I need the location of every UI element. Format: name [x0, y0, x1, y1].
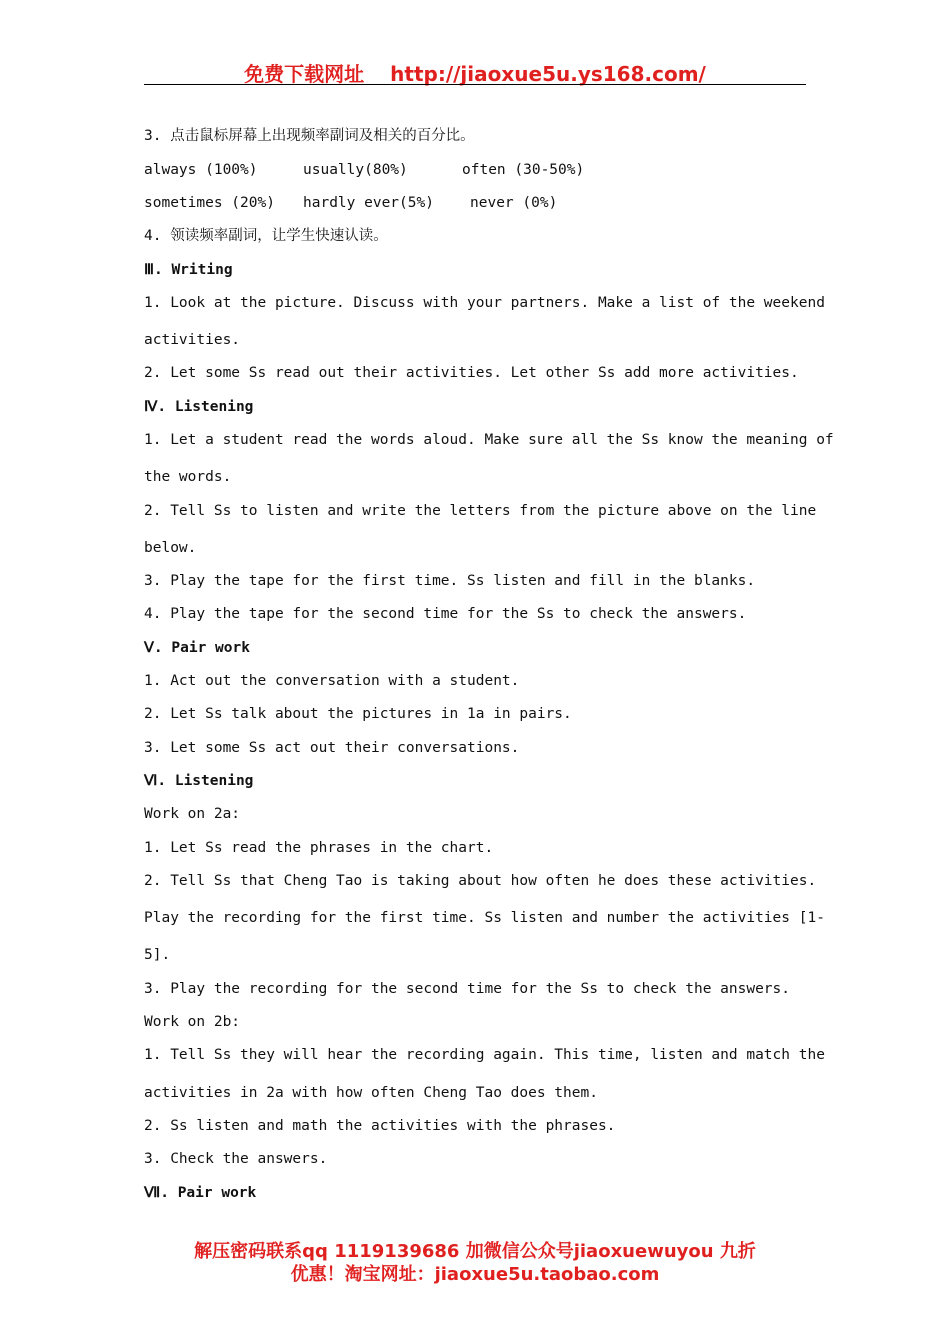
adverb-often: often (30-50%) — [462, 162, 585, 178]
header-rule — [144, 84, 806, 85]
item3-intro: 3. 点击鼠标屏幕上出现频率副词及相关的百分比。 — [144, 128, 475, 144]
footer-contact-line: 解压密码联系qq 1119139686 加微信公众号jiaoxuewuyou 九折 — [194, 1241, 756, 1262]
header-url-link[interactable]: http://jiaoxue5u.ys168.com/ — [390, 62, 706, 86]
pairwork1-step-2: 2. Let Ss talk about the pictures in 1a in pairs. — [144, 706, 572, 722]
listening1-step-4: 4. Play the tape for the second time for the Ss to check the answers. — [144, 606, 747, 622]
section-heading-pairwork-1: Ⅴ. Pair work — [144, 640, 250, 656]
adverb-hardly-ever: hardly ever(5%) — [303, 195, 434, 211]
work2b-step-1-cont: activities in 2a with how often Cheng Tao does them. — [144, 1085, 598, 1101]
pairwork1-step-1: 1. Act out the conversation with a student. — [144, 673, 520, 689]
writing-step-1: 1. Look at the picture. Discuss with your partners. Make a list of the weekend — [144, 295, 825, 311]
adverb-sometimes: sometimes (20%) — [144, 195, 275, 211]
listening2-step-2: 2. Tell Ss that Cheng Tao is taking about how often he does these activities. — [144, 873, 817, 889]
work-on-2a-label: Work on 2a: — [144, 806, 241, 822]
listening1-step-2: 2. Tell Ss to listen and write the letters from the picture above on the line — [144, 503, 817, 519]
section-heading-pairwork-2: Ⅶ. Pair work — [144, 1185, 257, 1201]
adverb-usually: usually(80%) — [303, 162, 408, 178]
listening2-step-1: 1. Let Ss read the phrases in the chart. — [144, 840, 494, 856]
section-heading-listening-1: Ⅳ. Listening — [144, 399, 254, 415]
listening1-step-1: 1. Let a student read the words aloud. Make sure all the Ss know the meaning of — [144, 432, 834, 448]
listening2-step-3: 3. Play the recording for the second time for the Ss to check the answers. — [144, 981, 791, 997]
work-on-2b-label: Work on 2b: — [144, 1014, 241, 1030]
work2b-step-1: 1. Tell Ss they will hear the recording again. This time, listen and match the — [144, 1047, 825, 1063]
adverb-never: never (0%) — [470, 195, 558, 211]
work2b-step-3: 3. Check the answers. — [144, 1151, 328, 1167]
listening1-step-1-cont: the words. — [144, 469, 232, 485]
pairwork1-step-3: 3. Let some Ss act out their conversations. — [144, 740, 520, 756]
listening1-step-2-cont: below. — [144, 540, 197, 556]
section-heading-writing: Ⅲ. Writing — [144, 262, 233, 278]
header-label: 免费下载网址 — [244, 62, 365, 86]
section-heading-listening-2: Ⅵ. Listening — [144, 773, 254, 789]
writing-step-2: 2. Let some Ss read out their activities. Let other Ss add more activities. — [144, 365, 799, 381]
header-banner — [144, 58, 806, 87]
work2b-step-2: 2. Ss listen and math the activities with the phrases. — [144, 1118, 616, 1134]
item4-intro: 4. 领读频率副词，让学生快速认读。 — [144, 228, 388, 244]
listening2-step-2-end: 5]. — [144, 947, 171, 963]
listening2-step-2-cont: Play the recording for the first time. Ss listen and number the activities [1- — [144, 910, 825, 926]
footer-shop-line: 优惠！淘宝网址：jiaoxue5u.taobao.com — [290, 1264, 660, 1285]
adverb-always: always (100%) — [144, 162, 258, 178]
listening1-step-3: 3. Play the tape for the first time. Ss listen and fill in the blanks. — [144, 573, 756, 589]
writing-step-1-cont: activities. — [144, 332, 241, 348]
